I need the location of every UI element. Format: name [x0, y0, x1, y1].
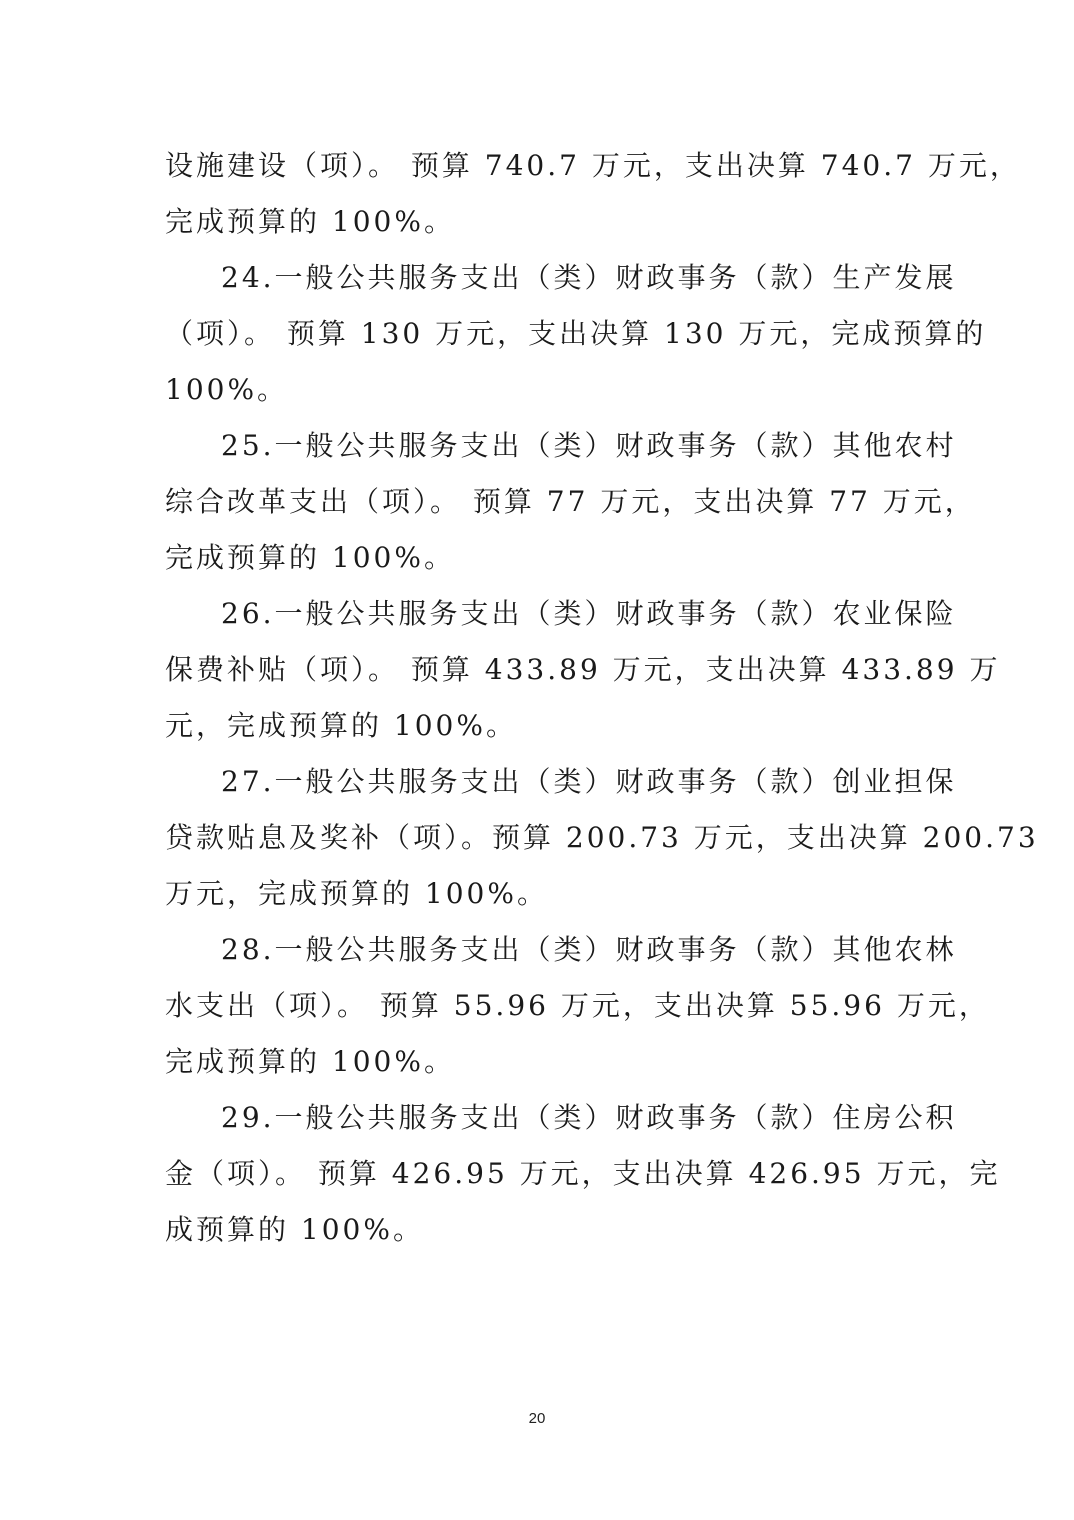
paragraph-item-25 [165, 418, 976, 586]
text-line: 成预算的 100%。 [165, 1213, 424, 1246]
text-line: 水支出（项）。 预算 55.96 万元，支出决算 55.96 万元， [165, 989, 990, 1022]
paragraph-item-24 [165, 250, 987, 418]
text-line: 完成预算的 100%。 [165, 205, 455, 238]
text-line: 24.一般公共服务支出（类）财政事务（款）生产发展 [221, 261, 957, 294]
paragraph-item-28 [165, 922, 990, 1090]
text-line: 金（项）。 预算 426.95 万元，支出决算 426.95 万元，完 [165, 1157, 1001, 1190]
text-line: （项）。 预算 130 万元，支出决算 130 万元，完成预算的 [165, 317, 987, 350]
text-line: 元，完成预算的 100%。 [165, 709, 517, 742]
text-line: 100%。 [165, 373, 289, 406]
text-line: 万元，完成预算的 100%。 [165, 877, 548, 910]
text-line: 25.一般公共服务支出（类）财政事务（款）其他农村 [221, 429, 957, 462]
paragraph-item-29 [165, 1090, 1001, 1258]
text-line: 27.一般公共服务支出（类）财政事务（款）创业担保 [221, 765, 957, 798]
text-line: 设施建设（项）。 预算 740.7 万元，支出决算 740.7 万元， [165, 149, 1021, 182]
document-body [165, 138, 1039, 1258]
paragraph-item-27 [165, 754, 1039, 922]
page-number: 20 [528, 1410, 546, 1427]
text-line: 28.一般公共服务支出（类）财政事务（款）其他农林 [221, 933, 957, 966]
text-line: 保费补贴（项）。 预算 433.89 万元，支出决算 433.89 万 [165, 653, 1001, 686]
text-line: 29.一般公共服务支出（类）财政事务（款）住房公积 [221, 1101, 957, 1134]
text-line: 完成预算的 100%。 [165, 1045, 455, 1078]
text-line: 贷款贴息及奖补（项）。预算 200.73 万元，支出决算 200.73 [165, 821, 1039, 854]
paragraph-continued [165, 138, 1021, 250]
text-line: 26.一般公共服务支出（类）财政事务（款）农业保险 [221, 597, 957, 630]
paragraph-item-26 [165, 586, 1001, 754]
text-line: 综合改革支出（项）。 预算 77 万元，支出决算 77 万元， [165, 485, 976, 518]
text-line: 完成预算的 100%。 [165, 541, 455, 574]
